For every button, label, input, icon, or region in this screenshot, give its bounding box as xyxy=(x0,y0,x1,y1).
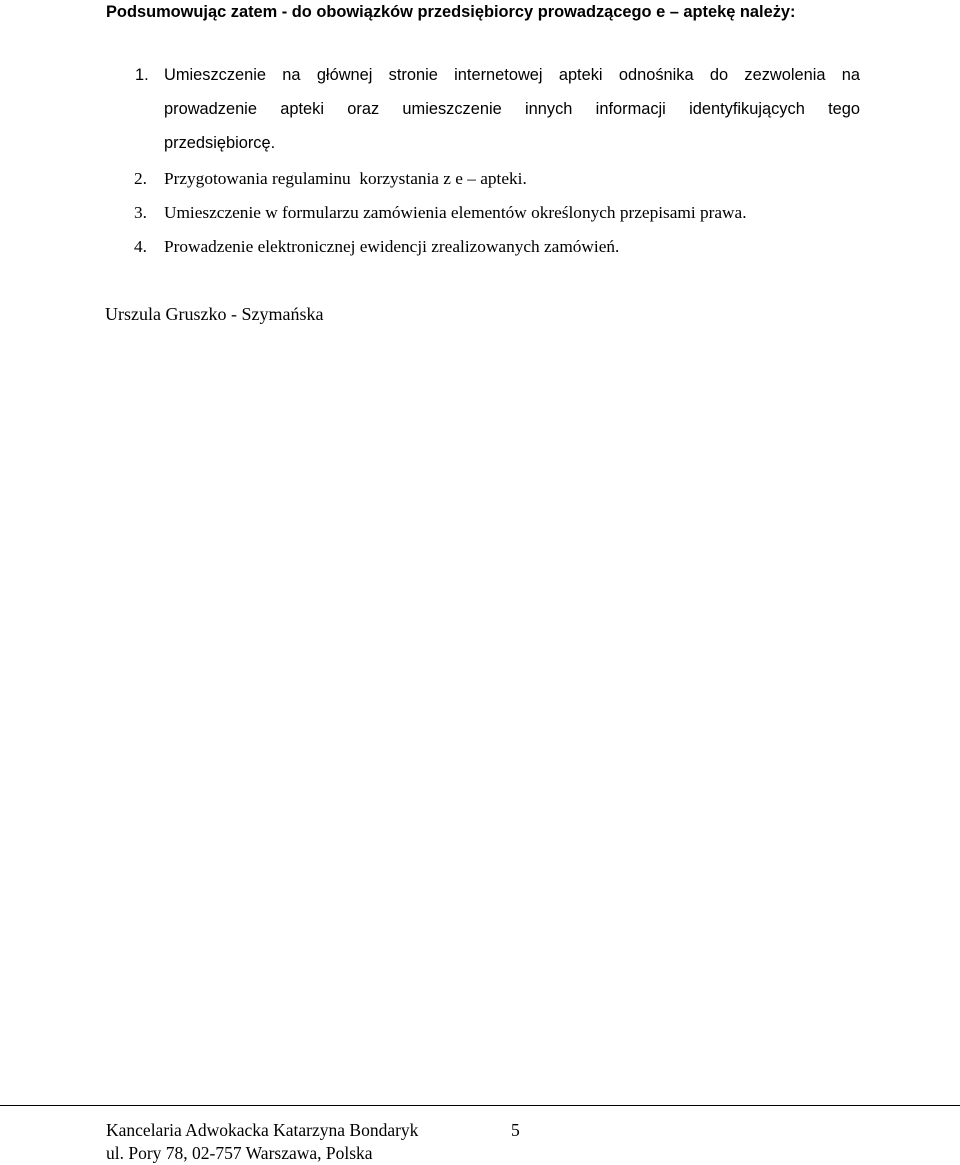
list-item-text: Przygotowania regulaminu korzystania z e – apteki. xyxy=(164,169,527,188)
document-heading: Podsumowując zatem - do obowiązków przedsiębiorcy prowadzącego e – aptekę należy: xyxy=(106,3,796,21)
list-item-line: prowadzenie apteki oraz umieszczenie innych informacji identyfikujących tego xyxy=(164,100,860,118)
author-signature: Urszula Gruszko - Szymańska xyxy=(105,304,324,324)
list-item-number: 3. xyxy=(134,203,147,222)
list-item-text: Umieszczenie w formularzu zamówienia elementów określonych przepisami prawa. xyxy=(164,203,747,222)
list-item-number: 2. xyxy=(134,169,147,188)
footer-divider xyxy=(0,1105,960,1106)
list-item-number: 4. xyxy=(134,237,147,256)
footer-firm-name: Kancelaria Adwokacka Katarzyna Bondaryk xyxy=(106,1120,419,1140)
page-number: 5 xyxy=(511,1120,520,1140)
list-item-text: Prowadzenie elektronicznej ewidencji zrealizowanych zamówień. xyxy=(164,237,620,256)
list-item-line: przedsiębiorcę. xyxy=(164,134,276,152)
footer-address: ul. Pory 78, 02-757 Warszawa, Polska xyxy=(106,1143,373,1163)
list-item-number: 1. xyxy=(135,66,149,84)
list-item-line: Umieszczenie na głównej stronie internetowej apteki odnośnika do zezwolenia na xyxy=(164,66,860,84)
